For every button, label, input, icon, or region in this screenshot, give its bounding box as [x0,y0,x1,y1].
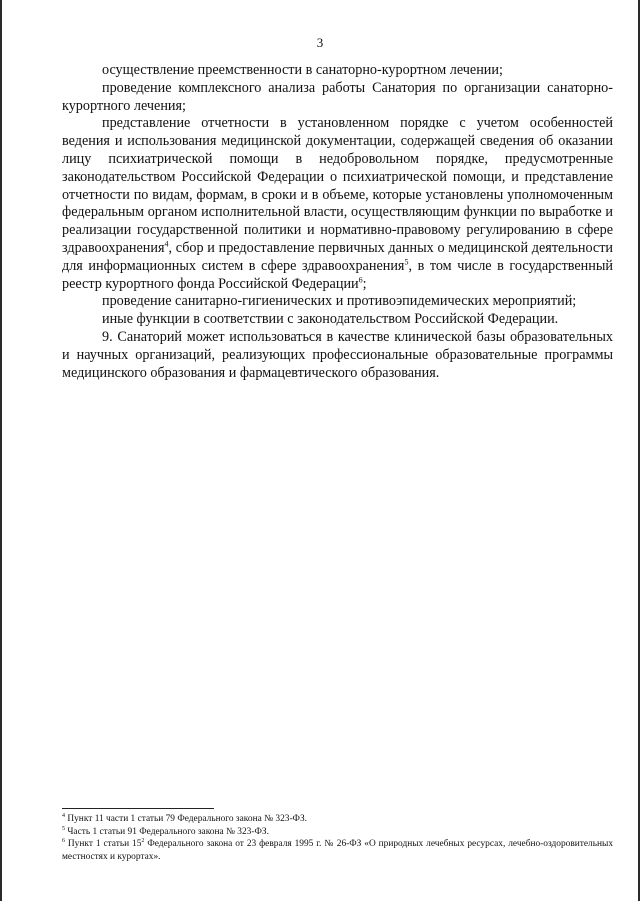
paragraph-text: , в том числе в государственный реестр курортного фонда Российской Федерации [62,257,613,292]
scan-edge-left [0,0,2,901]
paragraph: осуществление преемственности в санаторно-курортном лечении; [102,62,503,78]
paragraph-text: , сбор и предоставление первичных данных о медицинской деятельности для информационных систем в сфере здравоохранения [62,239,613,274]
page-number: 3 [316,35,324,50]
footnote-separator [62,808,214,809]
paragraph: 9. Санаторий может использоваться в качестве клинической базы образовательных и научных организаций, реализующих профессиональные образовательные программы медицинского образования и фармацевтического образования. [62,328,613,381]
footnote-text: Пункт 11 части 1 статьи 79 Федерального закона № 323-ФЗ. [65,814,308,824]
footnote-text: Часть 1 статьи 91 Федерального закона № 323-ФЗ. [65,826,269,837]
footnote [62,826,613,838]
footnotes [62,813,613,863]
footnote-number: 5 [62,825,65,832]
paragraph-text: ; [362,275,367,292]
footnote-number: 4 [62,812,65,819]
body-text [62,62,613,382]
footnote [62,813,613,825]
paragraph-text: представление отчетности в установленном порядке с учетом особенностей ведения и использования медицинской документации, содержащей сведения об оказании лицу психиатрической помощи в недобровольном порядке, предусмотренные законодательством Российской Федерации о психиатрической помощи, и представление отчетности по видам, формам, в сроки и в объеме, которые установлены уполномоченным федеральным органом исполнительной власти, осуществляющим функции по выработке и реализации государственной политики и нормативно-правовому регулированию в сфере здравоохранения [62,115,613,256]
paragraph: проведение санитарно-гигиенических и противоэпидемических мероприятий; [102,293,577,310]
footnote-ref: 6 [358,274,363,284]
footnote-text: Федерального закона от 23 февраля 1995 г. № 26-ФЗ «О природных лечебных ресурсах, лечебно-оздоровительных местностях и курортах». [62,839,614,862]
paragraph [62,115,613,293]
footnote-number: 6 [62,838,65,845]
footnote-article-superscript: 2 [141,838,145,845]
paragraph: проведение комплексного анализа работы Санатория по организации санаторно-курортного лечения; [62,79,613,114]
footnote-ref: 4 [164,239,169,249]
footnote-text: Пункт 1 статьи 15 [65,839,142,850]
footnote-ref: 5 [404,257,409,267]
paragraph: иные функции в соответствии с законодательством Российской Федерации. [102,311,559,328]
footnote [62,838,613,862]
